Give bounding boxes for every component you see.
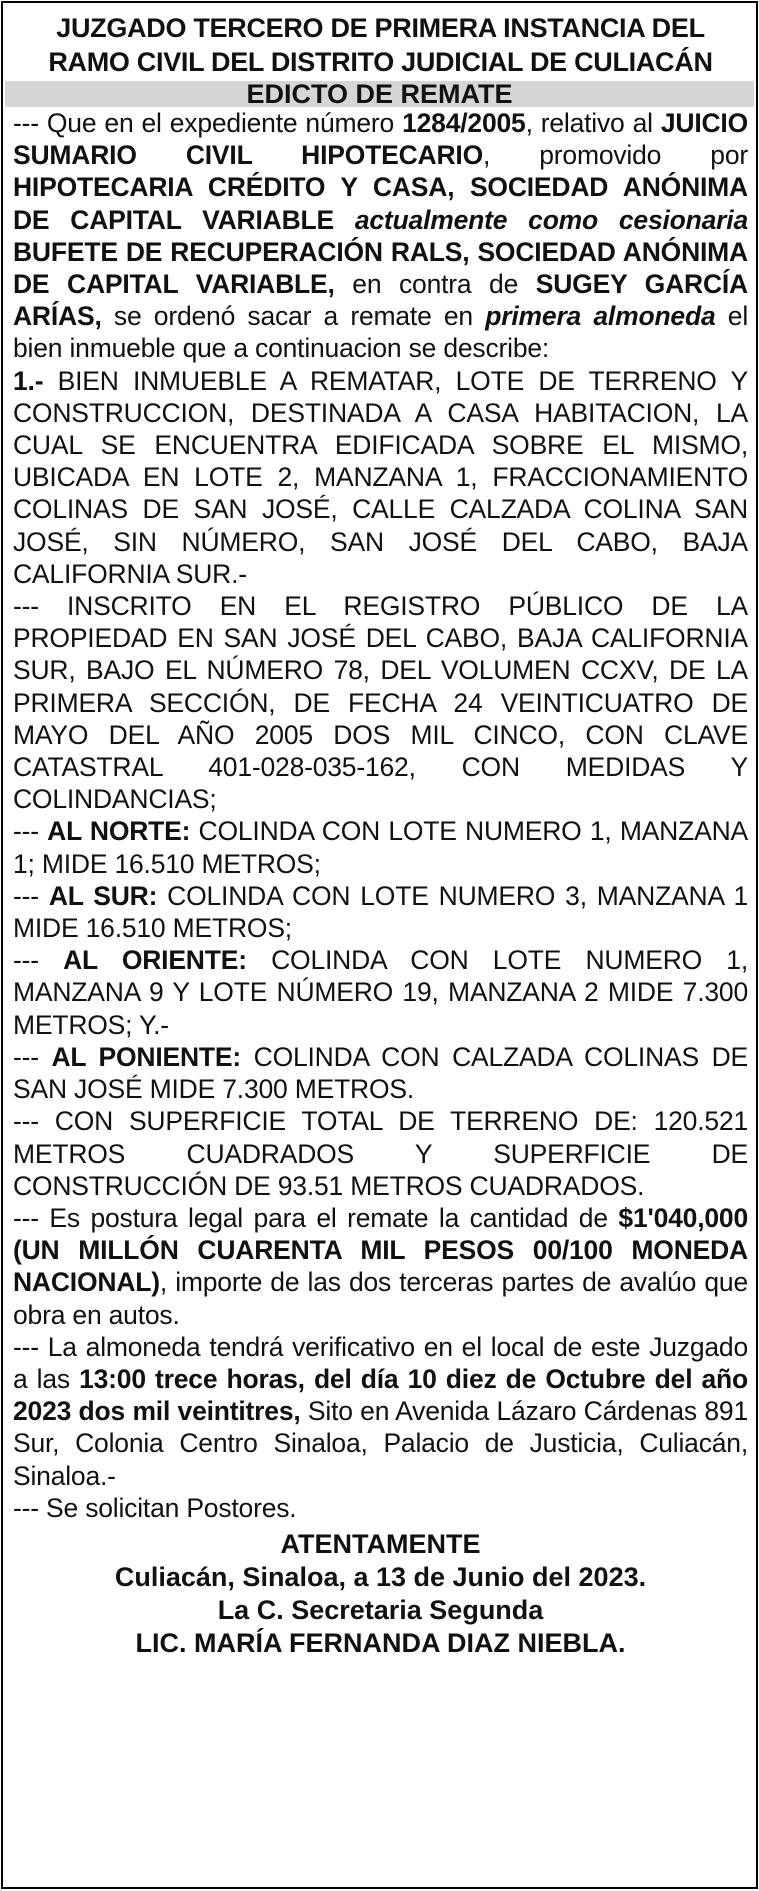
bidders-paragraph: --- Se solicitan Postores.	[13, 1492, 297, 1523]
defendant: SUGEY GARCÍA ARÍAS,	[13, 269, 748, 332]
case-number: 1284/2005	[402, 108, 526, 138]
legal-bid-paragraph	[13, 1202, 748, 1331]
signer-title: La C. Secretaria Segunda	[217, 1594, 544, 1625]
document-title: EDICTO DE REMATE	[5, 81, 754, 107]
boundary-north	[13, 815, 748, 879]
boundary-text: COLINDA CON LOTE NUMERO 1, MANZANA 1; MIDE 16.510 METROS;	[13, 816, 748, 879]
auction-venue-paragraph	[13, 1331, 748, 1492]
place-date: Culiacán, Sinaloa, a 13 de Junio del 2023.	[114, 1561, 647, 1592]
intro-text: --- Que en el expediente número	[13, 108, 403, 138]
plaintiff: HIPOTECARIA CRÉDITO Y CASA, SOCIEDAD ANÓNIMA DE CAPITAL VARIABLE	[13, 172, 748, 235]
intro-text: en contra de	[334, 269, 536, 300]
auction-round: primera almoneda	[485, 301, 716, 332]
court-name-line-1: JUZGADO TERCERO DE PRIMERA INSTANCIA DEL	[56, 13, 705, 43]
dash-prefix: ---	[13, 880, 49, 911]
dash-prefix: ---	[13, 1041, 52, 1072]
boundary-south	[13, 880, 748, 944]
dash-prefix: ---	[13, 816, 48, 847]
edict-notice	[1, 1, 758, 1889]
trial-type: JUICIO SUMARIO CIVIL HIPOTECARIO	[13, 108, 748, 171]
intro-text: el bien inmueble que a continuacion se describe:	[13, 301, 749, 364]
boundary-label: AL ORIENTE:	[63, 945, 247, 976]
intro-paragraph	[13, 107, 748, 365]
dash-prefix: ---	[13, 945, 64, 976]
auction-datetime: 13:00 trece horas, del día 10 diez de Octubre del año 2023 dos mil veintitres,	[13, 1363, 749, 1427]
intro-text: se ordenó sacar a remate en	[101, 301, 486, 332]
registry-paragraph: --- INSCRITO EN EL REGISTRO PÚBLICO DE LA PROPIEDAD EN SAN JOSÉ DEL CABO, BAJA CALIFORNIA SUR, BAJO EL NÚMERO 78, DEL VOLUMEN CCXV, DE LA PRIMERA SECCIÓN, DE FECHA 24 VEINTICUATRO DE MAYO DEL AÑO 2005 DOS MIL CINCO, CON CLAVE CATASTRAL 401-028-035-162, CON MEDIDAS Y COLINDANCIAS;	[13, 591, 748, 815]
intro-text	[334, 205, 355, 235]
venue-text: --- La almoneda tendrá verificativo en el local de este Juzgado a las	[13, 1331, 748, 1394]
boundary-text: COLINDA CON LOTE NUMERO 3, MANZANA 1 MIDE 16.510 METROS;	[13, 880, 748, 944]
boundary-text: COLINDA CON LOTE NUMERO 1, MANZANA 9 Y LOTE NÚMERO 19, MANZANA 2 MIDE 7.300 METROS; Y.-	[13, 945, 748, 1040]
intro-text: , promovido por	[483, 140, 748, 171]
assignee-note: actualmente como cesionaria	[354, 204, 748, 235]
bid-text: --- Es postura legal para el remate la cantidad de	[13, 1202, 619, 1233]
boundary-label: AL PONIENTE:	[51, 1041, 242, 1072]
court-name-line-2: RAMO CIVIL DEL DISTRITO JUDICIAL DE CULIACÁN	[48, 47, 713, 77]
signer-name: LIC. MARÍA FERNANDA DIAZ NIEBLA.	[135, 1627, 626, 1658]
intro-text: , relativo al	[525, 108, 661, 138]
closing-salutation: ATENTAMENTE	[280, 1528, 481, 1559]
surface-paragraph: --- CON SUPERFICIE TOTAL DE TERRENO DE: 120.521 METROS CUADRADOS Y SUPERFICIE DE CONSTRUCCIÓN DE 93.51 METROS CUADRADOS.	[13, 1106, 748, 1201]
boundary-label: AL NORTE:	[47, 816, 191, 847]
bid-amount: $1'040,000 (UN MILLÓN CUARENTA MIL PESOS 00/100 MONEDA NACIONAL)	[13, 1202, 748, 1298]
boundary-text: COLINDA CON CALZADA COLINAS DE SAN JOSÉ MIDE 7.300 METROS.	[13, 1041, 748, 1105]
bid-text: , importe de las dos terceras partes de avalúo que obra en autos.	[13, 1267, 748, 1330]
item-number: 1.-	[13, 365, 44, 396]
edict-body	[13, 107, 748, 1524]
boundary-label: AL SUR:	[48, 880, 158, 911]
venue-text: Sito en Avenida Lázaro Cárdenas 891 Sur, Colonia Centro Sinaloa, Palacio de Justicia, Culiacán, Sinaloa.-	[13, 1396, 748, 1491]
assignee: BUFETE DE RECUPERACIÓN RALS, SOCIEDAD ANÓNIMA DE CAPITAL VARIABLE,	[13, 236, 748, 300]
property-text: BIEN INMUEBLE A REMATAR, LOTE DE TERRENO Y CONSTRUCCION, DESTINADA A CASA HABITACION, LA CUAL SE ENCUENTRA EDIFICADA SOBRE EL MISMO, UBICADA EN LOTE 2, MANZANA 1, FRACCIONAMIENTO COLINAS DE SAN JOSÉ, CALLE CALZADA COLINA SAN JOSÉ, SIN NÚMERO, SAN JOSÉ DEL CABO, BAJA CALIFORNIA SUR.-	[13, 365, 748, 589]
property-description	[13, 365, 748, 590]
signature-block	[13, 1528, 748, 1660]
boundary-west	[13, 1041, 748, 1105]
boundary-east	[13, 944, 748, 1041]
